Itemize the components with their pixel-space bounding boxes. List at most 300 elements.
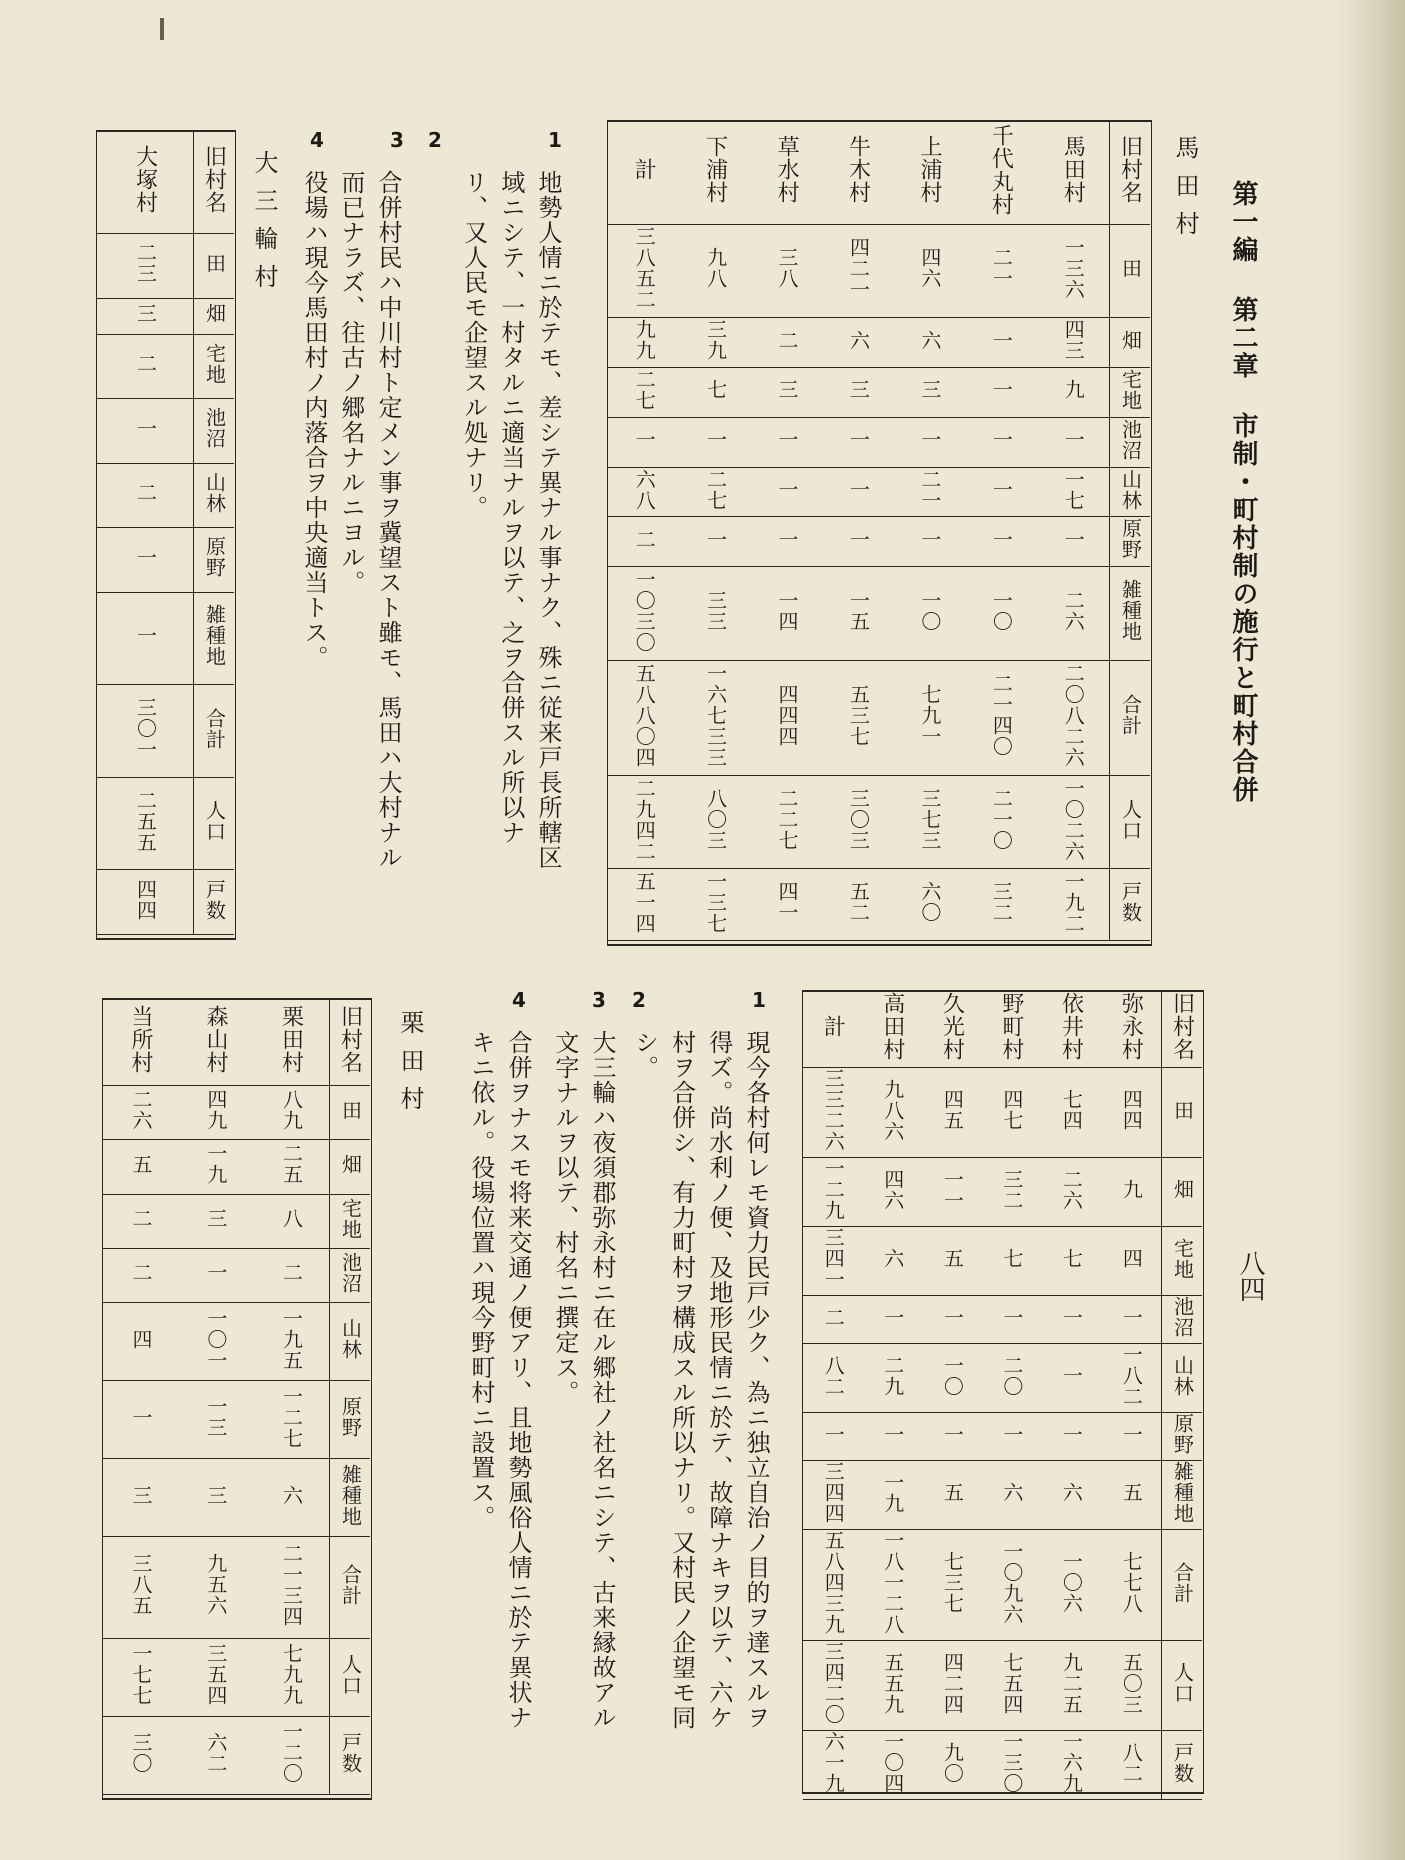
kurita-td	[253, 1638, 330, 1716]
kurita-cell: 三	[128, 1484, 153, 1506]
yanagase-column-header: 人口	[1170, 1662, 1195, 1704]
mada-td	[679, 467, 750, 517]
kurita-cell: 二一三四	[279, 1542, 304, 1627]
yanagase-td	[922, 1068, 982, 1158]
ominwa-row-4	[97, 399, 234, 463]
mada-cell: 一	[917, 429, 942, 451]
kurita-header-td	[330, 1085, 371, 1139]
yanagase-header-td	[1162, 1530, 1203, 1641]
yanagase-cell: 七	[1059, 1248, 1084, 1269]
ominwa-column-header: 畑	[202, 303, 227, 325]
mada-cell: 五八八〇四	[632, 662, 657, 768]
mada-row-4	[608, 417, 1150, 467]
mada-cell: 一	[989, 379, 1014, 401]
kurita-cell: 二	[128, 1208, 153, 1230]
yanagase-td	[982, 1068, 1042, 1158]
yanagase-td	[922, 1413, 982, 1461]
yanagase-td	[1041, 1530, 1101, 1641]
yanagase-row-0	[803, 992, 1202, 1068]
ominwa-village-name: 大塚村	[132, 145, 158, 215]
ominwa-row-5	[97, 463, 234, 527]
kurita-header-td	[330, 1638, 371, 1716]
yanagase-td	[863, 1461, 923, 1530]
kurita-td	[103, 1085, 178, 1139]
yanagase-cell: 九	[1119, 1179, 1144, 1200]
mada-column-header: 人口	[1118, 798, 1143, 841]
mada-header-td	[1110, 318, 1151, 368]
ominwa-cell: 二	[133, 482, 158, 504]
ominwa-header-td	[194, 334, 235, 398]
yanagase-row-3	[803, 1227, 1202, 1296]
yanagase-cell: 一八二	[1119, 1344, 1144, 1407]
yanagase-cell: 一	[999, 1423, 1024, 1445]
mada-td	[1037, 517, 1110, 567]
yanagase-row-10	[803, 1731, 1202, 1800]
mada-cell: 五三七	[846, 683, 871, 747]
mada-td	[751, 224, 822, 317]
mada-td	[679, 122, 750, 225]
mada-td	[608, 467, 679, 517]
mada-td	[751, 318, 822, 368]
mada-column-header: 池沼	[1118, 418, 1143, 461]
ominwa-header-td	[194, 592, 235, 685]
mada-village-name: 草水村	[774, 135, 800, 205]
kurita-cell: 七九九	[279, 1643, 304, 1707]
ominwa-td	[97, 685, 194, 778]
yanagase-row-8	[803, 1530, 1202, 1641]
yanagase-village-name: 計	[820, 1015, 846, 1038]
ominwa-cell: 二五五	[133, 789, 158, 853]
mada-cell: 二七	[703, 468, 728, 511]
mada-td	[679, 567, 750, 660]
mada-cell: 三〇三	[846, 788, 871, 852]
mada-cell: 二六	[1061, 589, 1086, 632]
mada-cell: 七	[703, 379, 728, 401]
ominwa-note-1-number: 1	[752, 988, 766, 1012]
ominwa-td	[97, 234, 194, 298]
kurita-td	[103, 1194, 178, 1248]
mada-column-header: 宅地	[1118, 368, 1143, 411]
yanagase-column-header: 旧村名	[1169, 992, 1195, 1061]
mada-header-td	[1110, 567, 1151, 660]
kurita-column-header: 池沼	[338, 1251, 363, 1294]
mada-cell: 二一	[989, 247, 1014, 290]
mada-cell: 一	[1061, 528, 1086, 550]
ominwa-cell: 四四	[133, 878, 158, 921]
kurita-cell: 三八五	[128, 1553, 153, 1617]
mada-td	[822, 417, 893, 467]
yanagase-row-1	[803, 1068, 1202, 1158]
yanagase-column-header: 原野	[1170, 1413, 1195, 1455]
mada-cell: 一七	[1061, 468, 1086, 511]
yanagase-td	[863, 1296, 923, 1344]
kurita-row-6	[103, 1381, 370, 1459]
ominwa-td	[97, 777, 194, 870]
mada-td	[751, 417, 822, 467]
mada-td	[965, 367, 1036, 417]
yanagase-cell: 六	[999, 1482, 1024, 1503]
ominwa-column-header: 宅地	[202, 342, 227, 385]
yanagase-column-header: 合計	[1170, 1561, 1195, 1604]
yanagase-td	[1041, 1227, 1101, 1296]
kurita-td	[253, 1537, 330, 1639]
mada-row-1	[608, 224, 1150, 317]
yanagase-header-td	[1162, 1227, 1203, 1296]
mada-cell: 一六七三三	[703, 662, 728, 768]
mada-cell: 一	[775, 429, 800, 451]
mada-row-0	[608, 122, 1150, 225]
yanagase-td	[863, 1227, 923, 1296]
yanagase-td	[982, 992, 1042, 1068]
yanagase-td	[982, 1641, 1042, 1731]
mada-cell: 一〇二六	[1061, 777, 1086, 862]
kurita-header-td	[330, 1459, 371, 1537]
mada-header-td	[1110, 122, 1151, 225]
yanagase-td	[922, 992, 982, 1068]
yanagase-td	[1041, 1296, 1101, 1344]
ominwa-note-4: 合併ヲナスモ将来交通ノ便アリ、且地勢風俗人情ニ於テ異状ナキニ依ル。役場位置ハ現今野町村ニ設置ス。	[466, 1030, 532, 1730]
kurita-cell: 一九五	[279, 1307, 304, 1371]
yanagase-cell: 一二九	[821, 1158, 846, 1221]
kurita-td	[178, 1459, 253, 1537]
yanagase-cell: 一六九	[1059, 1731, 1084, 1794]
yanagase-cell: 一	[1059, 1423, 1084, 1445]
mada-cell: 三八	[775, 247, 800, 290]
yanagase-cell: 六一九	[821, 1731, 846, 1794]
mada-header-td	[1110, 660, 1151, 775]
yanagase-td	[863, 1068, 923, 1158]
mada-column-header: 雑種地	[1118, 579, 1143, 643]
ominwa-header-td	[194, 132, 235, 234]
kurita-td	[178, 1303, 253, 1381]
ominwa-header-td	[194, 870, 235, 935]
mada-td	[822, 660, 893, 775]
mada-cell: 一	[846, 429, 871, 451]
yanagase-cell: 四四	[1119, 1089, 1144, 1131]
ominwa-header-td	[194, 399, 235, 463]
ominwa-row-9	[97, 777, 234, 870]
mada-cell: 二〇八二六	[1061, 662, 1086, 768]
yanagase-village-name: 野町村	[998, 992, 1024, 1061]
kurita-td	[178, 1716, 253, 1794]
mada-cell: 二七	[632, 368, 657, 411]
mada-cell: 九九	[632, 319, 657, 362]
yanagase-cell: 七四	[1059, 1089, 1084, 1131]
kurita-td	[178, 1194, 253, 1248]
yanagase-td	[1101, 1731, 1162, 1800]
mada-header-td	[1110, 775, 1151, 868]
yanagase-td	[803, 992, 863, 1068]
mada-td	[822, 318, 893, 368]
ominwa-td	[97, 334, 194, 398]
yanagase-cell: 七五四	[999, 1651, 1024, 1715]
kurita-cell: 九五六	[203, 1553, 228, 1617]
yanagase-cell: 四二四	[940, 1651, 965, 1715]
kurita-cell: 一七七	[128, 1643, 153, 1707]
yanagase-td	[922, 1530, 982, 1641]
yanagase-td	[922, 1158, 982, 1227]
kurita-header-td	[330, 1140, 371, 1194]
ominwa-row-2	[97, 298, 234, 334]
kurita-td	[178, 1000, 253, 1086]
yanagase-cell: 六	[880, 1248, 905, 1269]
mada-td	[822, 869, 893, 941]
kurita-column-header: 原野	[338, 1396, 363, 1439]
yanagase-cell: 一	[1119, 1306, 1144, 1328]
ominwa-row-3	[97, 334, 234, 398]
mada-note-2-number: 2	[428, 128, 442, 152]
yanagase-td	[982, 1227, 1042, 1296]
mada-cell: 一	[989, 329, 1014, 351]
mada-td	[1037, 318, 1110, 368]
mada-cell: 一	[846, 528, 871, 550]
yanagase-td	[1041, 1461, 1101, 1530]
yanagase-td	[803, 1530, 863, 1641]
mada-cell: 九八	[703, 247, 728, 290]
mada-cell: 一	[989, 429, 1014, 451]
yanagase-td	[863, 1641, 923, 1731]
mada-cell: 九	[1061, 379, 1086, 401]
yanagase-td	[803, 1413, 863, 1461]
ominwa-td	[97, 870, 194, 935]
yanagase-header-td	[1162, 1413, 1203, 1461]
ominwa-cell: 一	[133, 546, 158, 568]
ominwa-row-7	[97, 592, 234, 685]
mada-td	[965, 417, 1036, 467]
mada-cell: 一	[703, 429, 728, 451]
kurita-village-name: 当所村	[128, 1004, 154, 1074]
mada-td	[894, 417, 965, 467]
mada-cell: 三三	[703, 589, 728, 632]
yanagase-column-header: 池沼	[1170, 1296, 1195, 1338]
yanagase-cell: 四六	[880, 1168, 905, 1211]
ominwa-note-3: 大三輪ハ夜須郡弥永村ニ在ル郷社ノ社名ニシテ、古来縁故アル文字ナルヲ以テ、村名ニ撰定ス。	[550, 1030, 616, 1730]
mada-cell: 二一	[917, 468, 942, 511]
mada-note-3: 合併村民ハ中川村ト定メン事ヲ冀望スト雖モ、馬田ハ大村ナル而已ナラズ、往古ノ郷名ナルニヨル。	[336, 170, 402, 870]
ominwa-cell: 二三	[133, 242, 158, 285]
yanagase-row-9	[803, 1641, 1202, 1731]
kurita-td	[103, 1248, 178, 1302]
kurita-cell: 二	[279, 1262, 304, 1284]
yanagase-td	[863, 1344, 923, 1413]
yanagase-village-name: 高田村	[879, 992, 905, 1061]
yanagase-cell: 四	[1119, 1248, 1144, 1269]
kurita-row-7	[103, 1459, 370, 1537]
mada-td	[1037, 417, 1110, 467]
yanagase-cell: 一	[1059, 1306, 1084, 1328]
mada-td	[608, 660, 679, 775]
mada-village-name: 馬田村	[1060, 135, 1086, 205]
mada-td	[608, 367, 679, 417]
yanagase-cell: 一〇四	[880, 1731, 905, 1794]
kurita-td	[253, 1303, 330, 1381]
kurita-column-header: 人口	[338, 1653, 363, 1696]
ink-speck	[160, 18, 164, 40]
yanagase-td	[982, 1461, 1042, 1530]
yanagase-cell: 七三七	[940, 1551, 965, 1614]
mada-row-6	[608, 517, 1150, 567]
ominwa-header-td	[194, 234, 235, 298]
kurita-cell: 一〇一	[203, 1307, 228, 1371]
mada-column-header: 合計	[1118, 694, 1143, 737]
kurita-td	[178, 1085, 253, 1139]
mada-td	[1037, 567, 1110, 660]
kurita-cell: 三	[203, 1208, 228, 1230]
mada-header-td	[1110, 224, 1151, 317]
kurita-header-td	[330, 1194, 371, 1248]
yanagase-cell: 二〇	[999, 1354, 1024, 1397]
kurita-td	[253, 1085, 330, 1139]
mada-cell: 一五	[846, 589, 871, 632]
kurita-cell: 六二	[203, 1731, 228, 1774]
ominwa-note-1: 現今各村何レモ資力民戸少ク、為ニ独立自治ノ目的ヲ達スルヲ得ズ。尚水利ノ便、及地形民情ニ於テ、故障ナキヲ以テ、六ケ村ヲ合併シ、有力町村ヲ構成スル所以ナリ。又村民ノ企望モ同シ。	[630, 1030, 770, 1730]
kurita-td	[103, 1381, 178, 1459]
page-number: 八四	[1235, 1250, 1265, 1302]
kurita-column-header: 雑種地	[338, 1463, 363, 1527]
ominwa-cell: 一	[133, 417, 158, 439]
mada-td	[679, 367, 750, 417]
mada-td	[608, 775, 679, 868]
kurita-column-header: 宅地	[338, 1197, 363, 1240]
mada-td	[822, 367, 893, 417]
mada-td	[965, 567, 1036, 660]
mada-cell: 一	[1061, 429, 1086, 451]
yanagase-cell: 二九	[880, 1354, 905, 1397]
kurita-td	[178, 1638, 253, 1716]
yanagase-cell: 三三二六	[821, 1068, 846, 1152]
yanagase-td	[922, 1296, 982, 1344]
kurita-column-header: 旧村名	[337, 1004, 363, 1074]
mada-cell: 八〇三	[703, 788, 728, 852]
yanagase-header-td	[1162, 1641, 1203, 1731]
yanagase-cell: 九〇	[940, 1741, 965, 1784]
kurita-row-10	[103, 1716, 370, 1794]
kurita-header-td	[330, 1716, 371, 1794]
yanagase-td	[1101, 1413, 1162, 1461]
mada-note-1: 地勢人情ニ於テモ、差シテ異ナル事ナク、殊ニ従来戸長所轄区域ニシテ、一村タルニ適当ナルヲ以テ、之ヲ合併スル所以ナリ、又人民モ企望スル処ナリ。	[459, 170, 562, 870]
ominwa-header-td	[194, 685, 235, 778]
ominwa-td	[97, 592, 194, 685]
kurita-header-td	[330, 1537, 371, 1639]
mada-cell: 二九四二	[632, 777, 657, 862]
kurita-cell: 一	[203, 1262, 228, 1284]
yanagase-td	[1041, 1731, 1101, 1800]
mada-village-name: 上浦村	[916, 135, 942, 205]
mada-cell: 一	[989, 528, 1014, 550]
kurita-td	[178, 1140, 253, 1194]
yanagase-cell: 一三〇	[999, 1731, 1024, 1794]
mada-td	[965, 318, 1036, 368]
mada-note-3-number: 3	[390, 128, 404, 152]
kurita-village-name: 栗田村	[278, 1004, 304, 1074]
yanagase-cell: 八二	[1119, 1741, 1144, 1784]
yanagase-header-td	[1162, 1344, 1203, 1413]
mada-td	[894, 775, 965, 868]
ominwa-td	[97, 298, 194, 334]
kurita-cell: 八	[279, 1208, 304, 1230]
yanagase-table	[803, 991, 1202, 1800]
kurita-cell: 四九	[203, 1089, 228, 1132]
kurita-header-td	[330, 1248, 371, 1302]
yanagase-td	[1101, 1296, 1162, 1344]
yanagase-cell: 七	[999, 1248, 1024, 1269]
yanagase-cell: 一	[880, 1423, 905, 1445]
yanagase-td	[1041, 992, 1101, 1068]
yanagase-cell: 一	[1059, 1365, 1084, 1386]
yanagase-td	[922, 1344, 982, 1413]
mada-cell: 一	[775, 479, 800, 501]
yanagase-row-5	[803, 1344, 1202, 1413]
chapter-header: 第一編 第二章 市制・町村制の施行と町村合併	[1228, 180, 1258, 804]
mada-header-td	[1110, 467, 1151, 517]
mada-cell: 二一四〇	[989, 673, 1014, 758]
yanagase-td	[922, 1731, 982, 1800]
mada-td	[751, 775, 822, 868]
yanagase-cell: 一	[821, 1423, 846, 1445]
yanagase-td	[922, 1227, 982, 1296]
mada-row-9	[608, 775, 1150, 868]
yanagase-cell: 二	[821, 1306, 846, 1328]
mada-td	[608, 318, 679, 368]
yanagase-td	[982, 1344, 1042, 1413]
mada-cell: 三	[846, 379, 871, 401]
yanagase-td	[863, 1413, 923, 1461]
yanagase-td	[922, 1641, 982, 1731]
yanagase-header-td	[1162, 992, 1203, 1068]
yanagase-row-2	[803, 1158, 1202, 1227]
mada-column-header: 原野	[1118, 518, 1143, 561]
mada-td	[965, 775, 1036, 868]
mada-cell: 三	[917, 379, 942, 401]
yanagase-cell: 九八六	[880, 1078, 905, 1142]
mada-td	[679, 224, 750, 317]
mada-cell: 二	[632, 528, 657, 550]
kurita-village-name: 森山村	[202, 1004, 228, 1074]
ominwa-header-td	[194, 463, 235, 527]
mada-header-td	[1110, 869, 1151, 941]
yanagase-cell: 三四二〇	[821, 1641, 846, 1725]
mada-td	[1037, 367, 1110, 417]
yanagase-header-td	[1162, 1158, 1203, 1227]
mada-td	[822, 467, 893, 517]
kurita-td	[253, 1716, 330, 1794]
yanagase-td	[982, 1296, 1042, 1344]
kurita-td	[103, 1000, 178, 1086]
section-title-kurita: 栗田村	[396, 1010, 424, 1124]
ominwa-column-header: 雑種地	[202, 604, 227, 668]
mada-td	[894, 517, 965, 567]
mada-column-header: 山林	[1118, 468, 1143, 511]
yanagase-td	[982, 1530, 1042, 1641]
section-title-ominwa: 大三輪村	[250, 150, 278, 302]
mada-cell: 一四	[775, 589, 800, 632]
mada-cell: 三八五二	[632, 226, 657, 311]
mada-td	[679, 775, 750, 868]
kurita-td	[178, 1381, 253, 1459]
mada-village-name: 下浦村	[702, 135, 728, 205]
yanagase-td	[1101, 1530, 1162, 1641]
kurita-row-1	[103, 1085, 370, 1139]
mada-cell: 一〇三〇	[632, 568, 657, 653]
mada-td	[751, 869, 822, 941]
mada-table	[608, 121, 1150, 941]
yanagase-row-7	[803, 1461, 1202, 1530]
mada-header-td	[1110, 367, 1151, 417]
mada-cell: 七九一	[917, 683, 942, 747]
kurita-td	[103, 1303, 178, 1381]
yanagase-column-header: 山林	[1170, 1354, 1195, 1397]
mada-td	[965, 122, 1036, 225]
